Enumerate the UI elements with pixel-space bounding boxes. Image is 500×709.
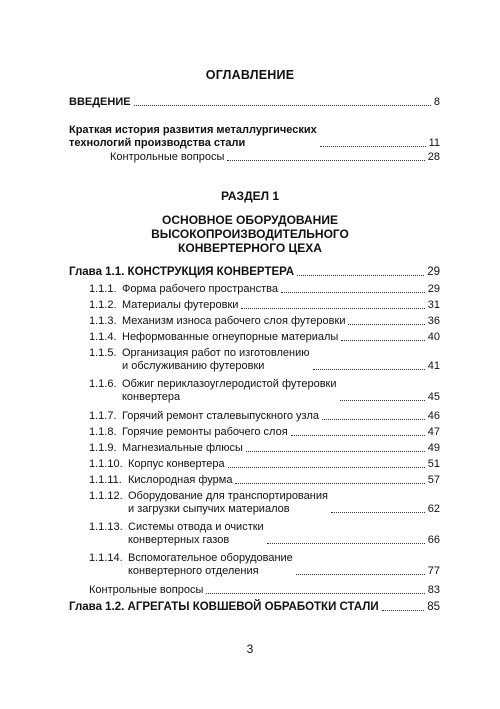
entry-text: Оборудование для транспортирования и загрузки сыпучих материалов: [128, 490, 328, 515]
entry-number: 1.1.5.: [89, 347, 117, 359]
leader-dots: [348, 324, 424, 325]
toc-entry[interactable]: [89, 331, 440, 344]
entry-text: Контрольные вопросы: [110, 151, 225, 163]
leader-dots: [281, 292, 425, 293]
entry-number: 1.1.2.: [89, 299, 117, 311]
entry-number: 1.1.8.: [89, 426, 117, 438]
entry-text: Неформованные огнеупорные материалы: [122, 331, 339, 343]
toc-entry[interactable]: [89, 315, 440, 328]
entry-text: Материалы футеровки: [122, 299, 239, 311]
entry-page: 83: [427, 584, 440, 596]
toc-entry[interactable]: [89, 378, 440, 404]
entry-text: Корпус конвертера: [128, 458, 225, 470]
entry-number: 1.1.1.: [89, 283, 117, 295]
entry-text: Горячие ремонты рабочего слоя: [122, 426, 288, 438]
toc-entry[interactable]: [89, 442, 440, 455]
toc-entry-history[interactable]: [69, 124, 440, 150]
toc-chapter-1-2[interactable]: [69, 601, 440, 614]
entry-page: 77: [427, 565, 440, 577]
toc-entry-introduction[interactable]: [69, 96, 440, 109]
leader-dots: [291, 435, 425, 436]
entry-number: 1.1.10.: [89, 458, 123, 470]
page-number: 3: [246, 642, 254, 656]
entry-page: 45: [427, 391, 440, 403]
leader-dots: [320, 146, 426, 147]
leader-dots: [341, 340, 424, 341]
toc-entry[interactable]: [89, 552, 440, 578]
toc-entry[interactable]: [89, 521, 440, 547]
section-title-line-3: КОНВЕРТЕРНОГО ЦЕХА: [178, 241, 322, 255]
entry-number: 1.1.6.: [89, 378, 117, 390]
entry-text: Системы отвода и очистки конвертерных газов: [128, 521, 264, 546]
entry-text: Вспомогательное оборудование конвертерного отделения: [128, 552, 293, 577]
chapter-heading: Глава 1.2. АГРЕГАТЫ КОВШЕВОЙ ОБРАБОТКИ СТАЛИ: [69, 601, 379, 613]
entry-text: Горячий ремонт сталевыпускного узла: [122, 410, 320, 422]
entry-page: 36: [427, 315, 440, 327]
leader-dots: [267, 543, 425, 544]
entry-number: 1.1.3.: [89, 315, 117, 327]
section-title-line-2: ВЫСОКОПРОИЗВОДИТЕЛЬНОГО: [151, 227, 349, 241]
entry-page: 29: [427, 266, 440, 278]
entry-page: 47: [427, 426, 440, 438]
entry-text: Обжиг периклазоуглеродистой футеровки конвертера: [122, 378, 337, 403]
toc-entry[interactable]: [89, 458, 440, 471]
toc-entry[interactable]: [89, 347, 440, 373]
entry-text: Кислородная фурма: [128, 474, 233, 486]
toc-entry[interactable]: [89, 490, 440, 516]
leader-dots: [322, 419, 425, 420]
section-label: РАЗДЕЛ 1: [220, 189, 280, 203]
entry-page: 51: [427, 458, 440, 470]
entry-number: 1.1.11.: [89, 474, 122, 486]
toc-entry[interactable]: [89, 410, 440, 423]
section-title-line-1: ОСНОВНОЕ ОБОРУДОВАНИЕ: [162, 213, 338, 227]
entry-page: 11: [428, 137, 440, 149]
leader-dots: [297, 275, 424, 276]
leader-dots: [340, 400, 425, 401]
entry-number: 1.1.9.: [89, 442, 117, 454]
toc-entry[interactable]: [89, 426, 440, 439]
toc-chapter-1-1[interactable]: [69, 266, 440, 279]
entry-number: 1.1.4.: [89, 331, 117, 343]
toc-entry[interactable]: [89, 299, 440, 312]
toc-title: ОГЛАВЛЕНИЕ: [205, 68, 295, 82]
entry-number: 1.1.13.: [89, 521, 123, 533]
entry-page: 66: [427, 534, 440, 546]
entry-text: Контрольные вопросы: [89, 584, 204, 596]
entry-page: 46: [427, 410, 440, 422]
entry-text: Форма рабочего пространства: [122, 283, 278, 295]
leader-dots: [228, 467, 425, 468]
entry-page: 49: [427, 442, 440, 454]
entry-page: 31: [427, 299, 440, 311]
leader-dots: [206, 593, 424, 594]
entry-text: ВВЕДЕНИЕ: [69, 96, 131, 108]
toc-entry-chapter1-questions[interactable]: [89, 584, 440, 597]
leader-dots: [134, 105, 431, 106]
leader-dots: [246, 451, 425, 452]
chapter-heading: Глава 1.1. КОНСТРУКЦИЯ КОНВЕРТЕРА: [69, 266, 295, 278]
leader-dots: [241, 308, 424, 309]
entry-number: 1.1.12.: [89, 490, 123, 502]
entry-text: Магнезиальные флюсы: [122, 442, 243, 454]
entry-page: 41: [427, 360, 440, 372]
leader-dots: [313, 369, 425, 370]
leader-dots: [331, 512, 425, 513]
entry-page: 40: [427, 331, 440, 343]
entry-page: 85: [427, 601, 440, 613]
entry-page: 57: [427, 474, 440, 486]
leader-dots: [235, 483, 424, 484]
toc-entry[interactable]: [89, 283, 440, 296]
toc-entry[interactable]: [89, 474, 440, 487]
entry-page: 29: [427, 283, 440, 295]
entry-text: Организация работ по изготовлению и обслуживанию футеровки: [122, 347, 310, 372]
entry-text: Механизм износа рабочего слоя футеровки: [122, 315, 346, 327]
toc-entry-intro-questions[interactable]: [110, 151, 440, 164]
entry-page: 62: [427, 503, 440, 515]
entry-page: 8: [433, 96, 440, 108]
entry-number: 1.1.7.: [89, 410, 117, 422]
entry-text: Краткая история развития металлургических технологий производства стали: [69, 124, 317, 149]
entry-page: 28: [427, 151, 440, 163]
leader-dots: [296, 574, 425, 575]
leader-dots: [382, 610, 425, 611]
leader-dots: [227, 160, 424, 161]
entry-number: 1.1.14.: [89, 552, 123, 564]
